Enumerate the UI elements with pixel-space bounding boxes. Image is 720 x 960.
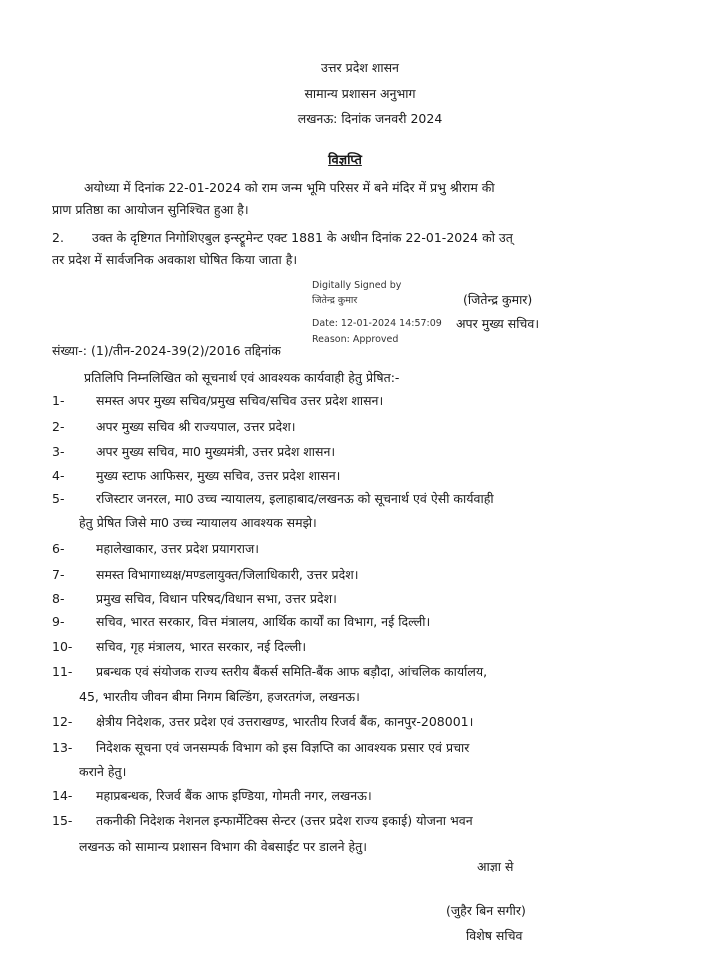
copy-list-number: 6- [52, 541, 65, 556]
copy-list-item-line: प्रमुख सचिव, विधान परिषद/विधान सभा, उत्तर प्रदेश। [96, 591, 337, 606]
reference-number: संख्या-: (1)/तीन-2024-39(2)/2016 तद्दिनांक [52, 343, 281, 358]
copy-list-item-line: रजिस्टार जनरल, मा0 उच्च न्यायालय, इलाहाबाद/लखनऊ को सूचनार्थ एवं ऐसी कार्यवाही [96, 491, 494, 506]
document-title: विज्ञप्ति [328, 153, 362, 168]
paragraph-2-line-1: उक्त के दृष्टिगत निगोशिएबुल इन्स्ट्रूमेन्ट एक्ट 1881 के अधीन दिनांक 22-01-2024 को उत् [92, 230, 513, 245]
copy-list-item-line: प्रबन्धक एवं संयोजक राज्य स्तरीय बैंकर्स समिति-बैंक आफ बड़ौदा, आंचलिक कार्यालय, [96, 664, 488, 679]
copy-list-number: 7- [52, 567, 65, 582]
copy-list-number: 14- [52, 788, 73, 803]
copy-list-item-line: 45, भारतीय जीवन बीमा निगम बिल्डिंग, हजरतगंज, लखनऊ। [79, 689, 360, 704]
header-govt: उत्तर प्रदेश शासन [321, 60, 399, 75]
copy-list-number: 8- [52, 591, 65, 606]
copy-list-number: 5- [52, 491, 65, 506]
copy-list-number: 12- [52, 714, 73, 729]
signatory-name: (जितेन्द्र कुमार) [463, 292, 533, 307]
copy-list-item-line: सचिव, भारत सरकार, वित्त मंत्रालय, आर्थिक कार्यों का विभाग, नई दिल्ली। [96, 614, 431, 629]
copy-list-number: 9- [52, 614, 65, 629]
copy-list-number: 13- [52, 740, 73, 755]
paragraph-1-line-2: प्राण प्रतिष्ठा का आयोजन सुनिश्चित हुआ है। [52, 202, 249, 217]
paragraph-2-number: 2. [52, 230, 64, 245]
header-department: सामान्य प्रशासन अनुभाग [304, 86, 416, 101]
copy-list-item-line: मुख्य स्टाफ आफिसर, मुख्य सचिव, उत्तर प्रदेश शासन। [96, 468, 341, 483]
copy-list-number: 10- [52, 639, 73, 654]
copy-list-item-line: महालेखाकार, उत्तर प्रदेश प्रयागराज। [96, 541, 259, 556]
copy-list-number: 3- [52, 444, 65, 459]
copy-list-number: 11- [52, 664, 73, 679]
copy-list-item-line: समस्त अपर मुख्य सचिव/प्रमुख सचिव/सचिव उत्तर प्रदेश शासन। [96, 393, 384, 408]
copy-list-item-line: तकनीकी निदेशक नेशनल इन्फार्मेटिक्स सेन्टर (उत्तर प्रदेश राज्य इकाई) योजना भवन [96, 813, 473, 828]
copy-list-item-line: अपर मुख्य सचिव श्री राज्यपाल, उत्तर प्रदेश। [96, 419, 296, 434]
digital-signature-reason: Reason: Approved [312, 334, 399, 345]
paragraph-1-line-1: अयोध्या में दिनांक 22-01-2024 को राम जन्म भूमि परिसर में बने मंदिर में प्रभु श्रीराम की [84, 180, 495, 195]
copy-list-number: 2- [52, 419, 65, 434]
digital-signature-signer: जितेन्द्र कुमार [312, 295, 358, 306]
header-date: लखनऊ: दिनांक जनवरी 2024 [297, 111, 443, 126]
copy-list-number: 15- [52, 813, 73, 828]
copy-list-item-line: कराने हेतु। [79, 764, 127, 779]
copy-list-item-line: क्षेत्रीय निदेशक, उत्तर प्रदेश एवं उत्तराखण्ड, भारतीय रिजर्व बैंक, कानपुर-208001। [96, 714, 474, 729]
copy-list-item-line: सचिव, गृह मंत्रालय, भारत सरकार, नई दिल्ली। [96, 639, 307, 654]
digital-signature-label: Digitally Signed by [312, 280, 402, 291]
signatory-designation: अपर मुख्य सचिव। [456, 316, 540, 331]
copy-list-item-line: हेतु प्रेषित जिसे मा0 उच्च न्यायालय आवश्यक समझे। [79, 515, 317, 530]
digital-signature-date: Date: 12-01-2024 14:57:09 [312, 318, 442, 329]
by-order: आज्ञा से [477, 859, 514, 874]
copy-intro: प्रतिलिपि निम्नलिखित को सूचनार्थ एवं आवश्यक कार्यवाही हेतु प्रेषित:- [84, 370, 400, 385]
paragraph-2-line-2: तर प्रदेश में सार्वजनिक अवकाश घोषित किया जाता है। [52, 252, 298, 267]
copy-list-number: 4- [52, 468, 65, 483]
closing-signatory-name: (जुहैर बिन सगीर) [446, 903, 526, 918]
copy-list-number: 1- [52, 393, 65, 408]
copy-list-item-line: अपर मुख्य सचिव, मा0 मुख्यमंत्री, उत्तर प्रदेश शासन। [96, 444, 336, 459]
copy-list-item-line: लखनऊ को सामान्य प्रशासन विभाग की वेबसाईट पर डालने हेतु। [79, 839, 367, 854]
closing-signatory-designation: विशेष सचिव [466, 928, 523, 943]
copy-list-item-line: समस्त विभागाध्यक्ष/मण्डलायुक्त/जिलाधिकारी, उत्तर प्रदेश। [96, 567, 359, 582]
copy-list-item-line: महाप्रबन्धक, रिजर्व बैंक आफ इण्डिया, गोमती नगर, लखनऊ। [96, 788, 372, 803]
copy-list-item-line: निदेशक सूचना एवं जनसम्पर्क विभाग को इस विज्ञप्ति का आवश्यक प्रसार एवं प्रचार [96, 740, 470, 755]
